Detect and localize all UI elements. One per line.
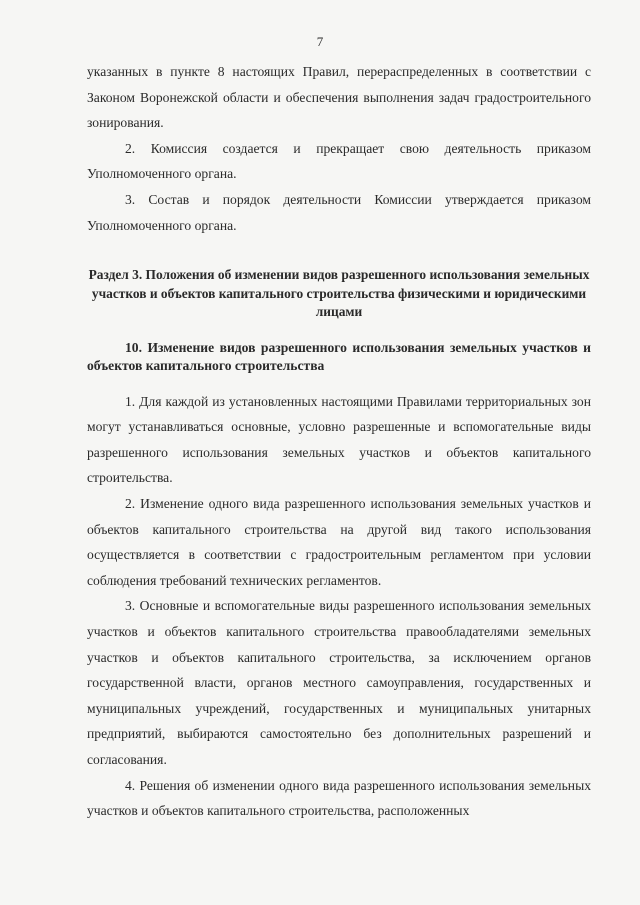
document-content xyxy=(87,59,591,824)
section-title: Раздел 3. Положения об изменении видов разрешенного использования земельных участков и объектов капитального строительства физическими и юридическими лицами xyxy=(88,267,590,320)
page-number: 7 xyxy=(316,34,324,49)
paragraph-intro: указанных в пункте 8 настоящих Правил, перераспределенных в соответствии с Законом Воронежской области и обеспечения выполнения задач градостроительного зонирования. xyxy=(87,64,591,131)
article-item-3: 3. Основные и вспомогательные виды разрешенного использования земельных участков и объектов капитального строительства правообладателями земельных участков и объектов капитального строительства, за исключением органов государственной власти, органов местного самоуправления, государственных и муниципальных учреждений, государственных и муниципальных унитарных предприятий, выбираются самостоятельно без дополнительных разрешений и согласования. xyxy=(87,598,591,767)
article-item-1: 1. Для каждой из установленных настоящими Правилами территориальных зон могут устанавливаться основные, условно разрешенные и вспомогательные виды разрешенного использования земельных участков и объектов капитального строительства. xyxy=(87,393,591,486)
article-title: 10. Изменение видов разрешенного использования земельных участков и объектов капитального строительства xyxy=(87,339,591,374)
paragraph-item-3: 3. Состав и порядок деятельности Комиссии утверждается приказом Уполномоченного органа. xyxy=(87,191,591,233)
article-item-2: 2. Изменение одного вида разрешенного использования земельных участков и объектов капитального строительства на другой вид такого использования осуществляется в соответствии с градостроительным регламентом при условии соблюдения требований технических регламентов. xyxy=(87,496,591,588)
paragraph-item-2: 2. Комиссия создается и прекращает свою деятельность приказом Уполномоченного органа. xyxy=(87,140,591,182)
article-item-4: 4. Решения об изменении одного вида разрешенного использования земельных участков и объектов капитального строительства, расположенных xyxy=(87,777,591,819)
